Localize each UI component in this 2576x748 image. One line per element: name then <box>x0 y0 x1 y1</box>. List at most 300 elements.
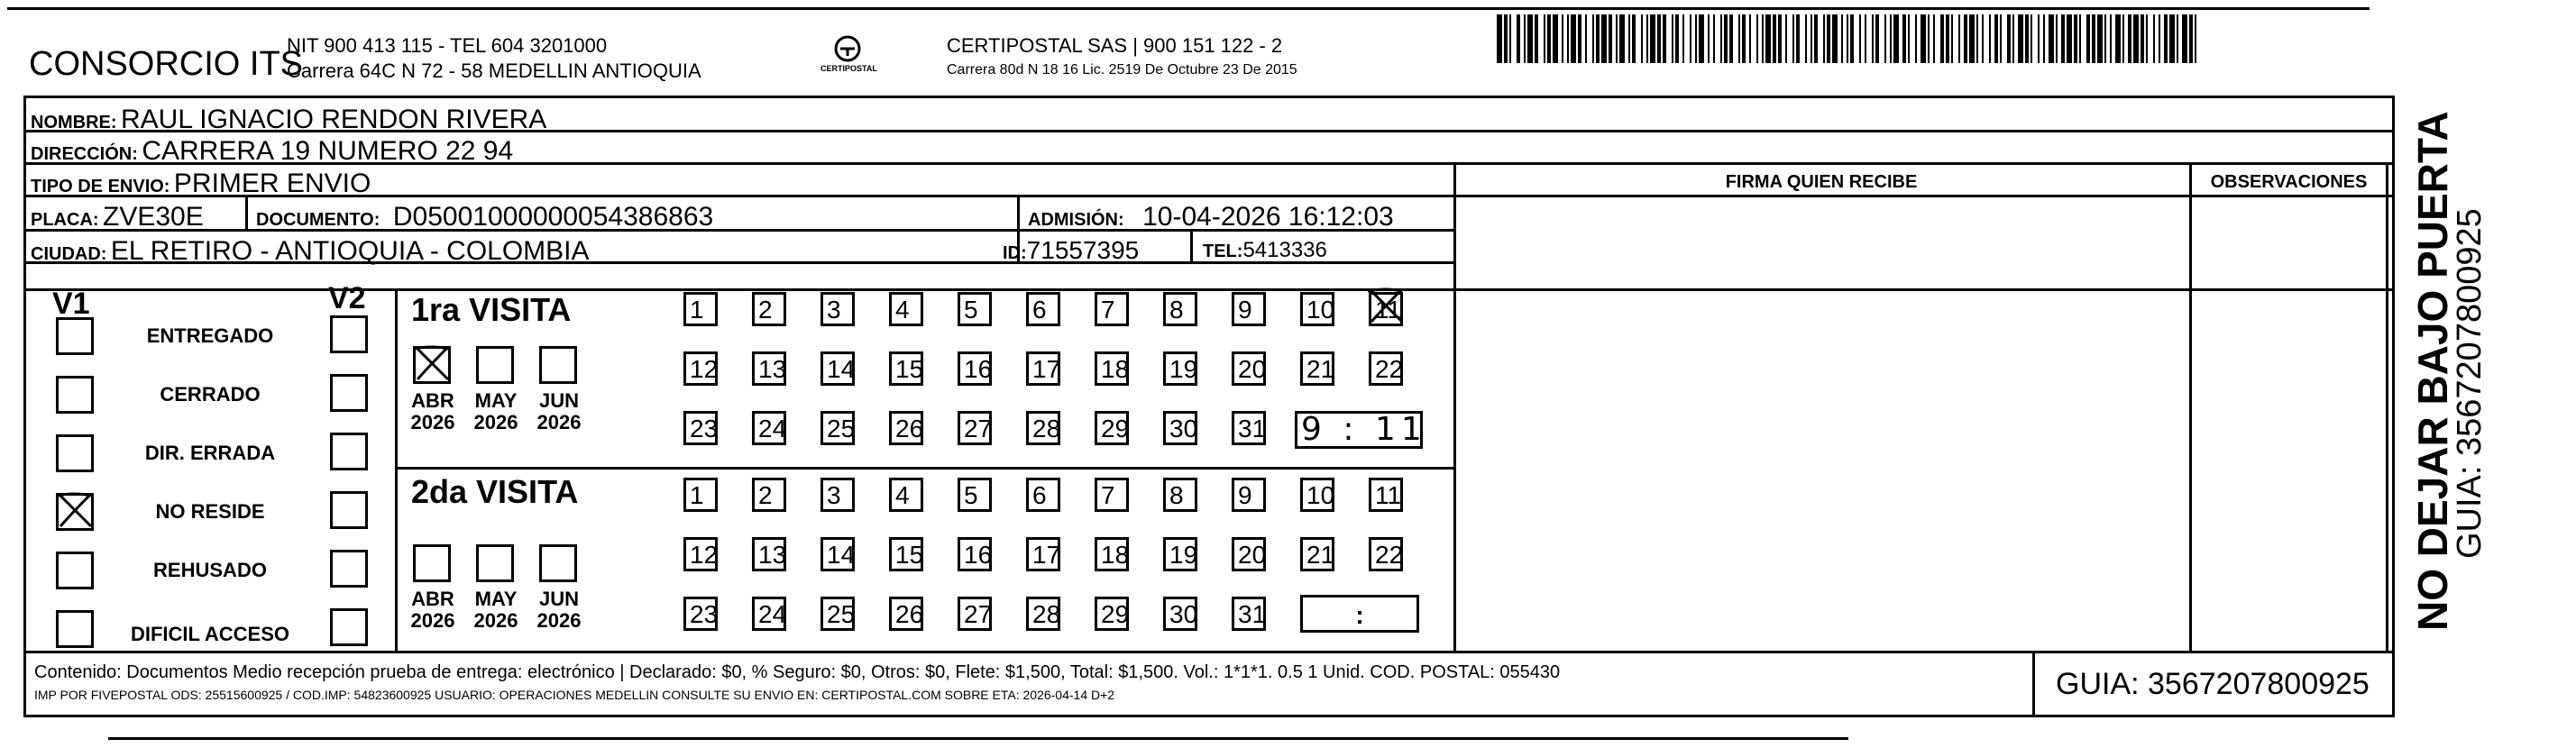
day-number: 18 <box>1101 355 1130 383</box>
day-box[interactable] <box>752 478 786 512</box>
year-label: 2026 <box>536 411 582 433</box>
v1-checkbox[interactable] <box>56 376 94 414</box>
day-number: 26 <box>895 600 924 628</box>
barcode-bar <box>1865 14 1866 63</box>
day-number: 3 <box>827 296 841 324</box>
day-number: 16 <box>964 541 993 569</box>
year-label: 2026 <box>536 609 582 632</box>
day-box[interactable] <box>683 411 718 445</box>
day-box[interactable] <box>1026 537 1060 571</box>
barcode-bar <box>1663 14 1666 63</box>
day-number: 24 <box>758 600 787 628</box>
barcode-bar <box>2177 14 2178 63</box>
admission-value: 10-04-2026 16:12:03 <box>1142 202 1394 232</box>
company-line2: Carrera 64C N 72 - 58 MEDELLIN ANTIOQUIA <box>287 59 701 82</box>
barcode-bar <box>1946 14 1949 63</box>
barcode-bar <box>1814 14 1818 63</box>
handwritten-x-mark <box>55 490 95 530</box>
day-box[interactable] <box>1163 478 1197 512</box>
v1-heading: V1 <box>52 287 90 321</box>
day-number: 15 <box>895 355 924 383</box>
day-number: 17 <box>1032 541 1061 569</box>
day-box[interactable] <box>820 411 855 445</box>
barcode-bar <box>1641 14 1643 63</box>
barcode-bar <box>1578 14 1581 63</box>
day-box[interactable] <box>1369 478 1403 512</box>
barcode-bar <box>2031 14 2032 63</box>
month-label: ABR <box>411 588 454 610</box>
barcode-bar <box>1509 14 1511 63</box>
day-number: 5 <box>964 481 978 509</box>
status-option-label: CERRADO <box>160 383 261 406</box>
day-number: 2 <box>758 481 773 509</box>
barcode-bar <box>1792 14 1794 63</box>
barcode-bar <box>2182 14 2187 63</box>
day-box[interactable] <box>1369 292 1403 326</box>
barcode-bar <box>2141 14 2144 63</box>
v1-checkbox[interactable] <box>56 493 94 531</box>
barcode-bar <box>1585 14 1587 63</box>
barcode-bar <box>1915 14 1917 63</box>
courier-line1: CERTIPOSTAL SAS | 900 151 122 - 2 <box>947 34 1283 57</box>
day-number: 3 <box>827 481 841 509</box>
id-value: 71557395 <box>1026 236 1140 264</box>
barcode-bar <box>1650 14 1655 63</box>
barcode-bar <box>1527 14 1533 63</box>
barcode-bar <box>2043 14 2045 63</box>
day-number: 29 <box>1101 600 1130 628</box>
day-box[interactable] <box>1163 537 1197 571</box>
send-type-label: TIPO DE ENVIO: <box>31 177 170 196</box>
year-label: 2026 <box>473 609 518 632</box>
barcode-bar <box>1994 14 1998 63</box>
day-box[interactable] <box>958 597 992 631</box>
day-box[interactable] <box>1300 351 1334 386</box>
day-box[interactable] <box>958 292 992 326</box>
tel-value: 5413336 <box>1242 238 1327 262</box>
barcode-bar <box>2153 14 2155 63</box>
address-label: DIRECCIÓN: <box>31 144 138 164</box>
day-box[interactable] <box>1232 411 1266 445</box>
barcode-bar <box>1524 14 1526 63</box>
v2-checkbox[interactable] <box>330 491 368 529</box>
day-box[interactable] <box>1095 411 1129 445</box>
day-box[interactable] <box>1095 478 1129 512</box>
year-label: 2026 <box>473 411 518 433</box>
barcode-bar <box>2189 14 2193 63</box>
day-number: 18 <box>1101 541 1130 569</box>
visit2-time-box[interactable] <box>1300 595 1419 633</box>
handwritten-x-mark <box>1366 286 1406 325</box>
day-box[interactable] <box>1095 351 1129 386</box>
day-box[interactable] <box>820 537 855 571</box>
day-box[interactable] <box>889 351 923 386</box>
barcode-bar <box>1517 14 1520 63</box>
barcode-bar <box>2067 14 2072 63</box>
address-value: CARRERA 19 NUMERO 22 94 <box>142 136 514 166</box>
barcode-bar <box>2159 14 2160 63</box>
status-option-label: DIFICIL ACCESO <box>130 623 289 645</box>
barcode-bar <box>1657 14 1661 63</box>
barcode-bar <box>1504 14 1508 63</box>
observations-heading: OBSERVACIONES <box>2210 172 2368 192</box>
month-label: MAY <box>474 389 518 412</box>
v2-checkbox[interactable] <box>330 608 368 646</box>
day-number: 8 <box>1169 481 1184 509</box>
barcode-bar <box>1989 14 1991 63</box>
day-number: 25 <box>827 600 856 628</box>
barcode-bar <box>1562 14 1563 63</box>
day-box[interactable] <box>752 597 786 631</box>
day-box[interactable] <box>820 292 855 326</box>
visit1-title: 1ra VISITA <box>411 291 572 328</box>
barcode-bar <box>1958 14 1960 63</box>
day-box[interactable] <box>1232 351 1266 386</box>
bottom-rule <box>108 737 1848 740</box>
barcode-bar <box>2122 14 2124 63</box>
day-number: 24 <box>758 415 787 442</box>
barcode-bar <box>1729 14 1733 63</box>
day-box[interactable] <box>683 537 718 571</box>
v1-checkbox[interactable] <box>56 434 94 472</box>
barcode-bar <box>2146 14 2148 63</box>
barcode-bar <box>1823 14 1825 63</box>
day-box[interactable] <box>1026 411 1060 445</box>
barcode-bar <box>1682 14 1684 63</box>
barcode-bar <box>2061 14 2065 63</box>
month-label: JUN <box>538 588 579 610</box>
day-box[interactable] <box>958 411 992 445</box>
barcode-bar <box>1890 14 1892 63</box>
day-number: 26 <box>895 415 924 442</box>
id-label: ID: <box>1003 243 1027 263</box>
day-box[interactable] <box>752 292 786 326</box>
barcode-bar <box>2133 14 2139 63</box>
day-number: 14 <box>827 541 856 569</box>
status-option-label: ENTREGADO <box>146 324 274 347</box>
day-number: 21 <box>1306 355 1335 383</box>
barcode-bar <box>2195 14 2196 63</box>
barcode-bar <box>1982 14 1984 63</box>
day-number: 17 <box>1032 355 1061 383</box>
year-label: 2026 <box>410 609 455 632</box>
barcode-bar <box>1690 14 1691 63</box>
name-value: RAUL IGNACIO RENDON RIVERA <box>121 105 547 134</box>
barcode-bar <box>2169 14 2175 63</box>
day-number: 9 <box>1238 296 1252 324</box>
month-label: MAY <box>474 588 518 610</box>
day-box[interactable] <box>752 351 786 386</box>
v2-checkbox[interactable] <box>330 315 368 353</box>
barcode-bar <box>1811 14 1812 63</box>
day-box[interactable] <box>889 411 923 445</box>
day-box[interactable] <box>820 597 855 631</box>
logo-text: CERTIPOSTAL <box>820 64 877 73</box>
day-box[interactable] <box>889 478 923 512</box>
day-box[interactable] <box>1163 411 1197 445</box>
document-row <box>256 204 713 231</box>
day-box[interactable] <box>958 351 992 386</box>
company-name: CONSORCIO ITS <box>29 45 304 83</box>
day-number: 21 <box>1306 541 1335 569</box>
day-number: 28 <box>1032 600 1061 628</box>
day-box[interactable] <box>889 537 923 571</box>
barcode-bar <box>1695 14 1697 63</box>
day-number: 20 <box>1238 355 1267 383</box>
barcode-bar <box>1601 14 1607 63</box>
admission-row <box>1028 204 1394 231</box>
barcode-bar <box>1544 14 1545 63</box>
day-number: 11 <box>1375 481 1402 509</box>
visit1-time-box[interactable] <box>1295 411 1427 449</box>
barcode-bar <box>2164 14 2168 63</box>
barcode-bar <box>1796 14 1800 63</box>
barcode-bar <box>1875 14 1879 63</box>
tel-label: TEL: <box>1203 242 1243 261</box>
certipostal-logo <box>820 34 877 74</box>
day-number: 1 <box>690 481 704 509</box>
year-label: 2026 <box>410 411 455 433</box>
day-box[interactable] <box>889 292 923 326</box>
barcode-bar <box>2018 14 2023 63</box>
day-box[interactable] <box>683 351 718 386</box>
v2-checkbox[interactable] <box>330 550 368 588</box>
day-box[interactable] <box>1163 351 1197 386</box>
day-box[interactable] <box>1026 597 1060 631</box>
day-box[interactable] <box>1026 292 1060 326</box>
month-checkbox[interactable] <box>476 544 514 582</box>
barcode-bar <box>2097 14 2103 63</box>
handwritten-x-mark <box>412 343 452 383</box>
logo-icon <box>828 34 867 63</box>
barcode-bar <box>1850 14 1854 63</box>
barcode-bar <box>1908 14 1910 63</box>
day-box[interactable] <box>1300 537 1334 571</box>
v2-checkbox[interactable] <box>330 374 368 412</box>
barcode-bar <box>1724 14 1728 63</box>
month-label: ABR <box>411 389 454 412</box>
courier-line2: Carrera 80d N 18 16 Lic. 2519 De Octubre 23 De 2015 <box>947 62 1297 78</box>
side-warning: NO DEJAR BAJO PUERTA <box>2409 111 2456 631</box>
day-number: 5 <box>964 296 978 324</box>
barcode-bar <box>1571 14 1576 63</box>
barcode-bar <box>1902 14 1906 63</box>
day-box[interactable] <box>1095 597 1129 631</box>
day-box[interactable] <box>1232 292 1266 326</box>
barcode-bar <box>2000 14 2002 63</box>
barcode-bar <box>1841 14 1843 63</box>
plate-label: PLACA: <box>31 210 99 230</box>
day-box[interactable] <box>1026 351 1060 386</box>
barcode-bar <box>2012 14 2014 63</box>
barcode-bar <box>1921 14 1926 63</box>
barcode-bar <box>2079 14 2081 63</box>
day-box[interactable] <box>1369 537 1403 571</box>
barcode-bar <box>1672 14 1673 63</box>
day-number: 22 <box>1375 355 1404 383</box>
day-box[interactable] <box>1232 478 1266 512</box>
barcode-bar <box>2128 14 2131 63</box>
barcode-bar <box>1847 14 1848 63</box>
day-box[interactable] <box>683 597 718 631</box>
day-box[interactable] <box>752 411 786 445</box>
document-value: D05001000000054386863 <box>392 202 714 232</box>
city-value: EL RETIRO - ANTIOQUIA - COLOMBIA <box>110 236 590 266</box>
city-row <box>31 238 590 265</box>
id-row <box>1003 238 1139 263</box>
send-type-value: PRIMER ENVIO <box>173 169 371 198</box>
barcode-bar <box>1699 14 1704 63</box>
month-checkbox[interactable] <box>413 346 451 384</box>
day-number: 15 <box>895 541 924 569</box>
company-line1: NIT 900 413 115 - TEL 604 3201000 <box>287 34 608 57</box>
barcode-bar <box>1628 14 1630 63</box>
barcode-bar <box>1596 14 1600 63</box>
address-row <box>31 138 513 165</box>
document-label: DOCUMENTO: <box>256 210 380 230</box>
city-label: CIUDAD: <box>31 244 107 264</box>
day-box[interactable] <box>958 537 992 571</box>
barcode-bar <box>1553 14 1558 63</box>
day-box[interactable] <box>820 351 855 386</box>
visit1-time: 9 : 11 <box>1301 411 1427 448</box>
admission-label: ADMISIÓN: <box>1028 210 1124 230</box>
month-checkbox[interactable] <box>413 544 451 582</box>
day-number: 27 <box>964 600 993 628</box>
barcode-bar <box>1756 14 1758 63</box>
day-box[interactable] <box>889 597 923 631</box>
day-box[interactable] <box>683 478 718 512</box>
day-number: 4 <box>895 296 910 324</box>
day-box[interactable] <box>958 478 992 512</box>
barcode-bar <box>1619 14 1625 63</box>
barcode-bar <box>1708 14 1710 63</box>
barcode-bar <box>2074 14 2077 63</box>
tel-row <box>1203 240 1327 261</box>
barcode-bar <box>1951 14 1953 63</box>
day-number: 8 <box>1169 296 1184 324</box>
signature-heading: FIRMA QUIEN RECIBE <box>1725 172 1918 192</box>
month-checkbox[interactable] <box>539 346 577 384</box>
plate-value: ZVE30E <box>103 202 204 232</box>
barcode-bar <box>1976 14 1978 63</box>
day-number: 14 <box>827 355 856 383</box>
v1-checkbox[interactable] <box>56 552 94 589</box>
barcode-bar <box>1535 14 1538 63</box>
day-number: 22 <box>1375 541 1404 569</box>
day-number: 13 <box>758 541 787 569</box>
day-box[interactable] <box>752 537 786 571</box>
barcode-bar <box>1928 14 1930 63</box>
day-box[interactable] <box>1300 292 1334 326</box>
day-number: 27 <box>964 415 993 442</box>
status-option-label: REHUSADO <box>153 559 267 581</box>
barcode-bar <box>1749 14 1751 63</box>
status-option-label: NO RESIDE <box>155 500 265 523</box>
day-number: 10 <box>1306 481 1335 509</box>
barcode-bar <box>1933 14 1935 63</box>
barcode-bar <box>1567 14 1569 63</box>
barcode-bar <box>1646 14 1648 63</box>
day-number: 19 <box>1169 355 1198 383</box>
barcode-bar <box>1713 14 1715 63</box>
day-box[interactable] <box>1300 478 1334 512</box>
status-option-label: DIR. ERRADA <box>144 442 276 464</box>
day-box[interactable] <box>820 478 855 512</box>
day-box[interactable] <box>1163 292 1197 326</box>
day-box[interactable] <box>1232 537 1266 571</box>
barcode-bar <box>2110 14 2112 63</box>
barcode-bar <box>2092 14 2095 63</box>
barcode-bar <box>1720 14 1722 63</box>
barcode-bar <box>1778 14 1782 63</box>
barcode-bar <box>2049 14 2054 63</box>
day-box[interactable] <box>1095 292 1129 326</box>
barcode-bar <box>2086 14 2090 63</box>
v2-heading: V2 <box>328 281 366 315</box>
month-label: JUN <box>538 389 579 412</box>
day-number: 31 <box>1238 415 1267 442</box>
name-label: NOMBRE: <box>31 113 117 132</box>
month-checkbox[interactable] <box>539 544 577 582</box>
barcode-bar <box>2025 14 2029 63</box>
barcode-bar <box>1592 14 1594 63</box>
barcode-bar <box>1773 14 1776 63</box>
signature-area[interactable] <box>1456 197 2189 651</box>
barcode-bar <box>2104 14 2106 63</box>
visit2-title: 2da VISITA <box>411 473 579 510</box>
footer-line2: IMP POR FIVEPOSTAL ODS: 25515600925 / COD.IMP: 54823600925 USUARIO: OPERACIONES MEDELLIN CONSULTE SU ENVIO EN: CERTIPOSTAL.COM SOBRE ETA: 2026-04-14 D+2 <box>34 688 1115 702</box>
barcode-bar <box>1762 14 1764 63</box>
day-number: 30 <box>1169 600 1198 628</box>
day-number: 7 <box>1101 481 1115 509</box>
barcode-bar <box>1827 14 1830 63</box>
observations-area[interactable] <box>2192 197 2386 651</box>
v2-checkbox[interactable] <box>330 433 368 470</box>
barcode-bar <box>1632 14 1636 63</box>
day-number: 23 <box>690 600 719 628</box>
day-number: 7 <box>1101 296 1115 324</box>
send-type-row <box>31 170 371 197</box>
barcode-bar <box>1785 14 1787 63</box>
v1-checkbox[interactable] <box>56 610 94 648</box>
barcode-bar <box>1832 14 1838 63</box>
day-box[interactable] <box>1095 537 1129 571</box>
day-box[interactable] <box>1026 478 1060 512</box>
day-box[interactable] <box>683 292 718 326</box>
barcode-bar <box>2007 14 2011 63</box>
day-box[interactable] <box>1369 351 1403 386</box>
v1-checkbox[interactable] <box>56 317 94 355</box>
day-number: 31 <box>1238 600 1267 628</box>
barcode <box>1497 0 2200 81</box>
day-box[interactable] <box>1232 597 1266 631</box>
barcode-bar <box>1964 14 1967 63</box>
day-number: 1 <box>690 296 704 324</box>
day-number: 25 <box>827 415 856 442</box>
barcode-bar <box>1859 14 1861 63</box>
visit2-time: : <box>1355 601 1364 629</box>
day-number: 11 <box>1375 296 1402 324</box>
barcode-bar <box>1547 14 1551 63</box>
month-checkbox[interactable] <box>476 346 514 384</box>
barcode-bar <box>2115 14 2121 63</box>
barcode-bar <box>1497 14 1502 63</box>
day-number: 19 <box>1169 541 1198 569</box>
day-number: 28 <box>1032 415 1061 442</box>
day-box[interactable] <box>1163 597 1197 631</box>
barcode-bar <box>1738 14 1740 63</box>
